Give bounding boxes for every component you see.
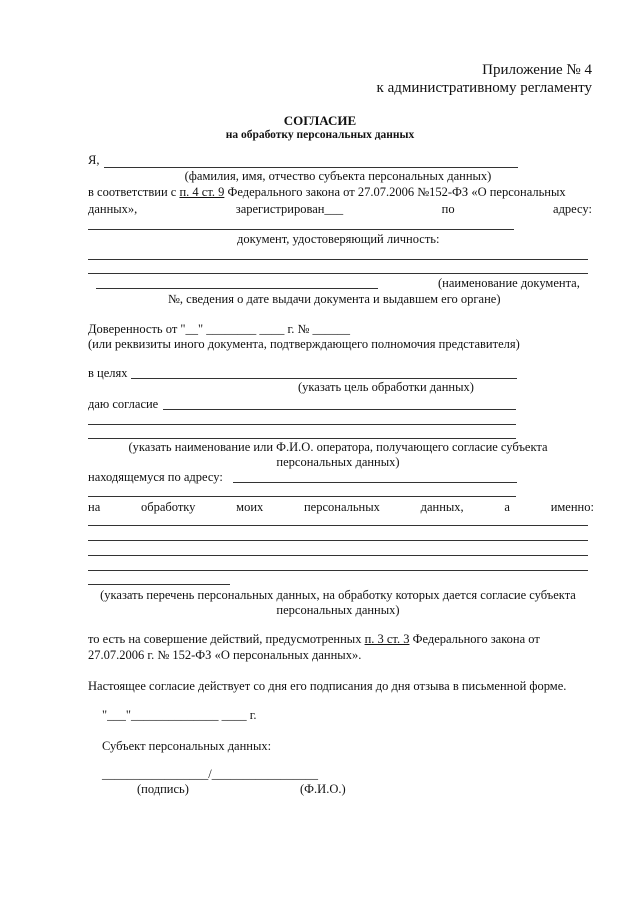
proc-word-3: моих (236, 500, 264, 514)
doc-id-label: документ, удостоверяющий личность: (237, 232, 440, 246)
proc-word-5: данных, (420, 500, 464, 514)
document-subtitle: на обработку персональных данных (225, 129, 415, 141)
data-list-line-4 (88, 570, 588, 571)
reg-word-3: по (441, 202, 455, 216)
proc-word-6: а (504, 500, 510, 514)
appendix-reference: к административному регламенту (376, 80, 592, 96)
registration-line (88, 202, 592, 217)
consent-line-1 (163, 409, 516, 410)
data-list-line-5 (88, 584, 230, 585)
actions-line-2: 27.07.2006 г. № 152-ФЗ «О персональных данных». (88, 648, 362, 662)
doc-name-hint: (наименование документа, (438, 276, 580, 290)
doc-details-hint: №, сведения о дате выдачи документа и выдавшем его органе) (168, 292, 501, 306)
law-article-link-2[interactable]: п. 3 ст. 3 (364, 632, 410, 646)
subject-label: Субъект персональных данных: (102, 739, 272, 753)
data-list-line-1 (88, 525, 588, 526)
consent-prefix: даю согласие (88, 397, 159, 411)
signature-hint: (подпись) (137, 782, 189, 796)
proc-word-7: именно: (550, 500, 594, 514)
fio-hint: (фамилия, имя, отчество субъекта персональных данных) (184, 169, 492, 183)
reg-word-4: адресу: (553, 202, 592, 216)
accordance-line (88, 185, 566, 200)
fio-line (104, 167, 518, 168)
signature-fio-hint: (Ф.И.О.) (300, 782, 346, 796)
reg-word-1: данных», (88, 202, 138, 216)
document-title: СОГЛАСИЕ (283, 113, 357, 128)
doc-line-3 (96, 288, 378, 289)
consent-line-2 (88, 424, 516, 425)
signature-date: "___"______________ ____ г. (102, 708, 257, 722)
operator-address-line-1 (233, 482, 517, 483)
appendix-number: Приложение № 4 (482, 62, 592, 78)
list-hint-1: (указать перечень персональных данных, на обработку которых дается согласие субъекта (100, 588, 576, 602)
accordance-text-2: Федерального закона от 27.07.2006 №152-ФЗ «О персональных (224, 185, 566, 199)
proxy-line: Доверенность от "__" ________ ____ г. № ______ (88, 322, 350, 336)
consent-line-3 (88, 438, 516, 439)
address-line (88, 229, 514, 230)
i-prefix: Я, (88, 153, 100, 167)
accordance-text-1: в соответствии с (88, 185, 180, 199)
law-article-link[interactable]: п. 4 ст. 9 (179, 185, 225, 199)
reg-word-2: зарегистрирован___ (235, 202, 344, 216)
proxy-hint: (или реквизиты иного документа, подтверждающего полномочия представителя) (88, 337, 520, 351)
operator-hint-1: (указать наименование или Ф.И.О. оператора, получающего согласие субъекта (128, 440, 548, 454)
purpose-prefix: в целях (88, 366, 128, 380)
list-hint-2: персональных данных) (276, 603, 400, 617)
operator-hint-2: персональных данных) (276, 455, 400, 469)
doc-line-1 (88, 259, 588, 260)
address-prefix: находящемуся по адресу: (88, 470, 223, 484)
operator-address-line-2 (88, 496, 516, 497)
actions-text-1: то есть на совершение действий, предусмотренных (88, 632, 365, 646)
proc-word-1: на (88, 500, 101, 514)
data-list-line-3 (88, 555, 588, 556)
validity-statement: Настоящее согласие действует со дня его подписания до дня отзыва в письменной форме. (88, 679, 567, 693)
proc-word-4: персональных (303, 500, 380, 514)
purpose-hint: (указать цель обработки данных) (298, 380, 474, 394)
purpose-line (131, 378, 517, 379)
actions-text-2: Федерального закона от (409, 632, 540, 646)
signature-line: _________________/_________________ (102, 767, 318, 781)
actions-line-1 (88, 632, 540, 647)
processing-line (88, 500, 594, 515)
proc-word-2: обработку (140, 500, 196, 514)
data-list-line-2 (88, 540, 588, 541)
doc-line-2 (88, 273, 588, 274)
